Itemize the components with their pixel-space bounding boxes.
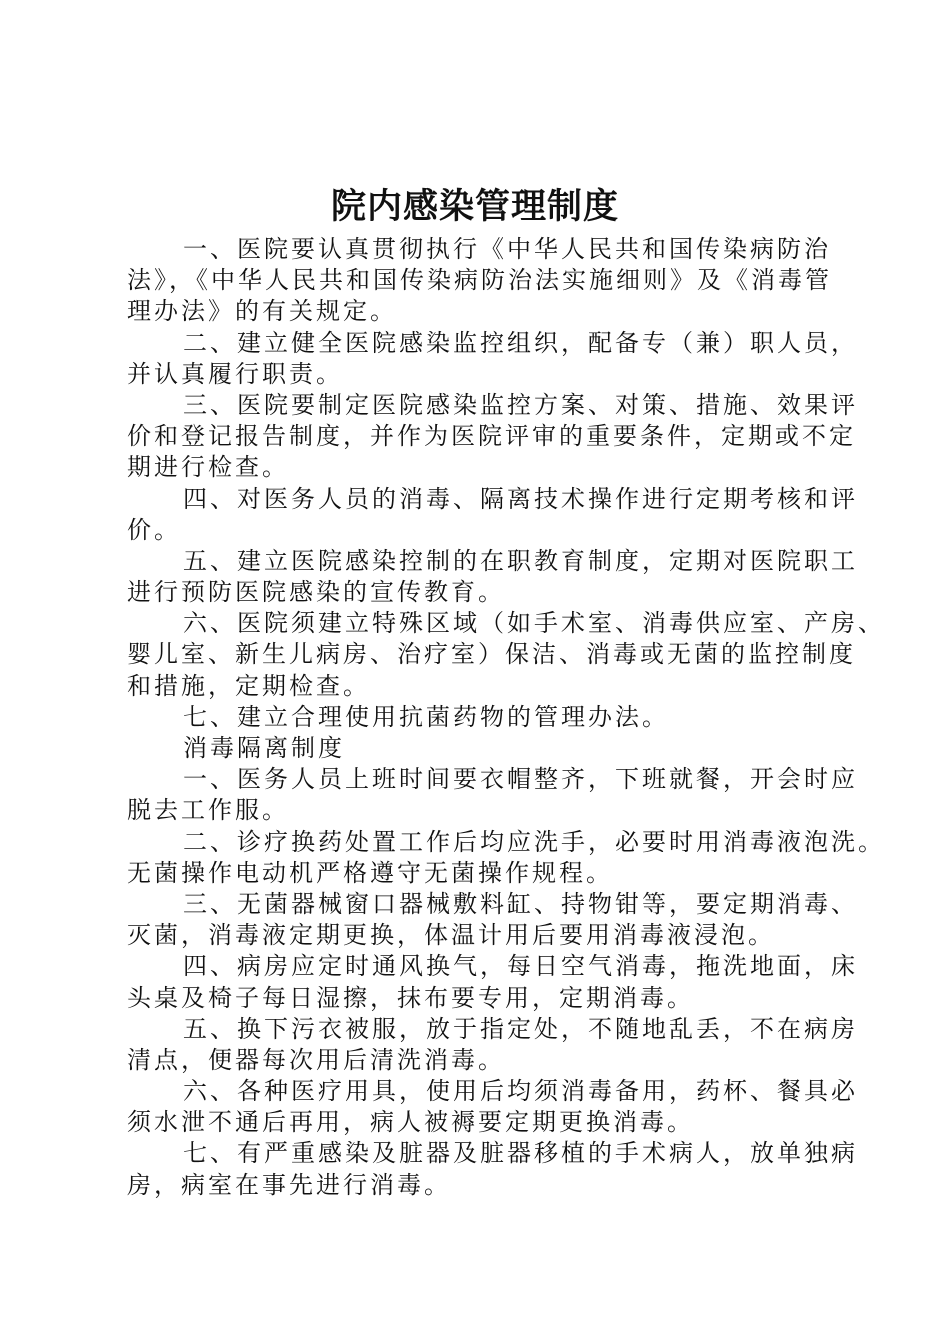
paragraph-line: 四、病房应定时通风换气，每日空气消毒，拖洗地面，床 <box>183 952 858 981</box>
paragraph-line: 和措施，定期检查。 <box>127 671 370 700</box>
paragraph-line: 进行预防医院感染的宣传教育。 <box>127 578 505 607</box>
paragraph <box>127 608 885 702</box>
paragraph-line: 期进行检查。 <box>127 453 289 482</box>
document-title: 院内感染管理制度 <box>330 186 619 227</box>
paragraph-line: 一、医务人员上班时间要衣帽整齐，下班就餐，开会时应 <box>183 765 858 794</box>
paragraph <box>127 1014 858 1076</box>
paragraph-line: 清点，便器每次用后清洗消毒。 <box>127 1045 505 1074</box>
paragraph-line: 五、建立医院感染控制的在职教育制度，定期对医院职工 <box>183 546 858 575</box>
paragraph <box>127 390 858 484</box>
paragraph-line: 须水泄不通后再用，病人被褥要定期更换消毒。 <box>127 1108 694 1137</box>
paragraph-line: 七、有严重感染及脏器及脏器移植的手术病人，放单独病 <box>183 1139 858 1168</box>
paragraph-line: 理办法》的有关规定。 <box>127 297 397 326</box>
paragraph-line: 四、对医务人员的消毒、隔离技术操作进行定期考核和评 <box>183 484 858 513</box>
paragraph-line: 并认真履行职责。 <box>127 359 343 388</box>
paragraph <box>127 764 858 826</box>
paragraph-line: 一、医院要认真贯彻执行《中华人民共和国传染病防治 <box>183 235 831 263</box>
paragraph-line: 三、医院要制定医院感染监控方案、对策、措施、效果评 <box>183 390 858 419</box>
paragraph-line: 法》，《中华人民共和国传染病防治法实施细则》及《消毒管 <box>127 266 832 295</box>
paragraph-line: 婴儿室、新生儿病房、治疗室）保洁、消毒或无菌的监控制度 <box>127 640 856 669</box>
paragraph <box>127 702 847 733</box>
paragraph <box>127 484 858 546</box>
paragraph-line: 三、无菌器械窗口器械敷料缸、持物钳等，要定期消毒、 <box>183 889 858 918</box>
paragraph <box>127 1076 858 1138</box>
paragraph <box>127 234 847 328</box>
paragraph-line: 二、建立健全医院感染监控组织，配备专（兼）职人员， <box>183 328 858 357</box>
paragraph-line: 房，病室在事先进行消毒。 <box>127 1170 451 1199</box>
paragraph-line: 六、各种医疗用具，使用后均须消毒备用，药杯、餐具必 <box>183 1077 858 1106</box>
paragraph-line: 二、诊疗换药处置工作后均应洗手，必要时用消毒液泡洗。 <box>183 827 885 856</box>
paragraph-line: 六、医院须建立特殊区域（如手术室、消毒供应室、产房、 <box>183 609 885 638</box>
paragraph <box>127 951 858 1013</box>
document-body <box>127 234 885 1201</box>
paragraph-line: 五、换下污衣被服，放于指定处，不随地乱丢，不在病房 <box>183 1014 858 1043</box>
paragraph-line: 头桌及椅子每日湿擦，抹布要专用，定期消毒。 <box>127 983 694 1012</box>
paragraph <box>127 733 847 764</box>
paragraph-line: 消毒隔离制度 <box>183 734 345 762</box>
paragraph <box>127 546 858 608</box>
paragraph-line: 价。 <box>127 515 181 544</box>
paragraph <box>127 827 885 889</box>
paragraph-line: 脱去工作服。 <box>127 796 289 825</box>
paragraph <box>127 328 858 390</box>
paragraph-line: 无菌操作电动机严格遵守无菌操作规程。 <box>127 858 613 887</box>
paragraph <box>127 889 858 951</box>
paragraph <box>127 1138 858 1200</box>
paragraph-line: 价和登记报告制度，并作为医院评审的重要条件，定期或不定 <box>127 422 856 451</box>
paragraph-line: 灭菌，消毒液定期更换，体温计用后要用消毒液浸泡。 <box>127 921 775 950</box>
paragraph-line: 七、建立合理使用抗菌药物的管理办法。 <box>183 702 669 731</box>
